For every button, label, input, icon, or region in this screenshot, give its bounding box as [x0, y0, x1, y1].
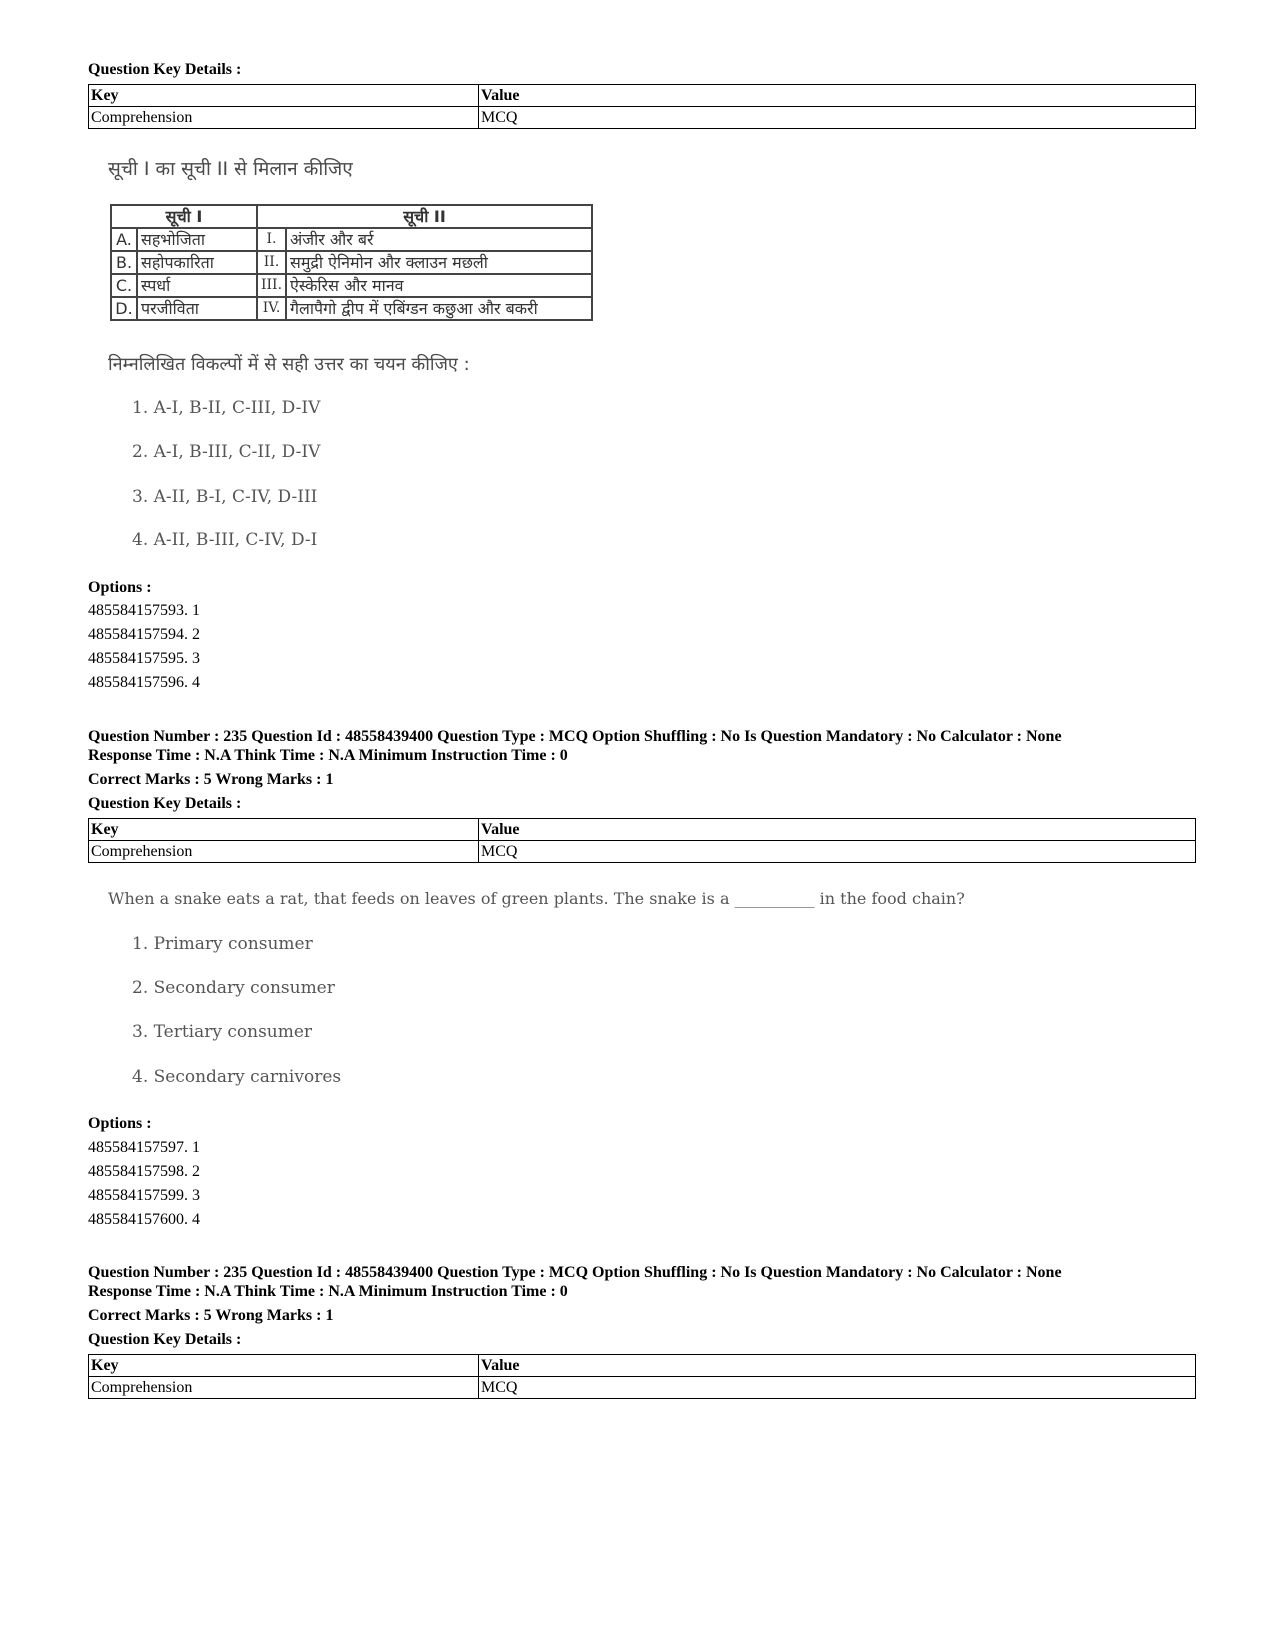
choose-prompt: निम्नलिखित विकल्पों में से सही उत्तर का चयन कीजिए :: [108, 354, 470, 375]
options-label: Options :: [88, 579, 152, 596]
option-item: 485584157598. 2: [88, 1163, 200, 1180]
key-header: Key: [89, 85, 479, 107]
choice-item: 3. Tertiary consumer: [132, 1022, 313, 1042]
choice-item: 1. A-I, B-II, C-III, D-IV: [132, 398, 321, 418]
list-2-item: समुद्री ऐनिमोन और क्लाउन मछली: [286, 251, 592, 274]
list-2-item: गैलापैगो द्वीप में एबिंग्डन कछुआ और बकरी: [286, 297, 592, 320]
value-header: Value: [479, 85, 1196, 107]
row-letter: A.: [111, 228, 137, 251]
key-cell: Comprehension: [89, 107, 479, 129]
list-1-item: सहभोजिता: [137, 228, 257, 251]
choice-item: 3. A-II, B-I, C-IV, D-III: [132, 487, 318, 507]
row-letter: C.: [111, 274, 137, 297]
value-header: Value: [479, 819, 1196, 841]
marks-info: Correct Marks : 5 Wrong Marks : 1: [88, 1307, 334, 1324]
option-item: 485584157594. 2: [88, 626, 200, 643]
match-instruction: सूची I का सूची II से मिलान कीजिए: [108, 158, 353, 180]
key-value-table: [88, 84, 1196, 129]
option-item: 485584157600. 4: [88, 1211, 200, 1228]
choice-item: 4. A-II, B-III, C-IV, D-I: [132, 530, 318, 550]
question-text: When a snake eats a rat, that feeds on leaves of green plants. The snake is a __________ in the food chain?: [108, 889, 965, 908]
list-2-item: ऐस्केरिस और मानव: [286, 274, 592, 297]
question-meta: Question Number : 235 Question Id : 48558439400 Question Type : MCQ Option Shuffling : No Is Question Mandatory : No Calculator : None: [88, 1264, 1062, 1281]
option-item: 485584157597. 1: [88, 1139, 200, 1156]
row-numeral: I.: [257, 228, 286, 251]
key-details-label: Question Key Details :: [88, 1331, 242, 1348]
list-1-item: स्पर्धा: [137, 274, 257, 297]
marks-info: Correct Marks : 5 Wrong Marks : 1: [88, 771, 334, 788]
list-2-item: अंजीर और बर्र: [286, 228, 592, 251]
choice-item: 2. A-I, B-III, C-II, D-IV: [132, 442, 321, 462]
list-1-header: सूची I: [111, 205, 257, 228]
list-1-item: सहोपकारिता: [137, 251, 257, 274]
option-item: 485584157596. 4: [88, 674, 200, 691]
option-item: 485584157593. 1: [88, 602, 200, 619]
row-letter: B.: [111, 251, 137, 274]
choice-item: 4. Secondary carnivores: [132, 1067, 342, 1087]
key-value-table: [88, 1354, 1196, 1399]
match-row: [111, 251, 592, 274]
option-item: 485584157599. 3: [88, 1187, 200, 1204]
choice-item: 1. Primary consumer: [132, 934, 313, 954]
value-cell: MCQ: [479, 841, 1196, 863]
key-cell: Comprehension: [89, 1377, 479, 1399]
list-2-header: सूची II: [257, 205, 592, 228]
match-table: [110, 204, 593, 321]
key-value-table: [88, 818, 1196, 863]
row-numeral: IV.: [257, 297, 286, 320]
key-details-label: Question Key Details :: [88, 795, 242, 812]
question-meta-timing: Response Time : N.A Think Time : N.A Minimum Instruction Time : 0: [88, 1283, 568, 1300]
question-meta: Question Number : 235 Question Id : 48558439400 Question Type : MCQ Option Shuffling : No Is Question Mandatory : No Calculator : None: [88, 728, 1062, 745]
match-row: [111, 228, 592, 251]
match-row: [111, 274, 592, 297]
options-label: Options :: [88, 1115, 152, 1132]
key-cell: Comprehension: [89, 841, 479, 863]
row-numeral: III.: [257, 274, 286, 297]
match-row: [111, 297, 592, 320]
value-cell: MCQ: [479, 1377, 1196, 1399]
key-header: Key: [89, 819, 479, 841]
option-item: 485584157595. 3: [88, 650, 200, 667]
value-cell: MCQ: [479, 107, 1196, 129]
list-1-item: परजीविता: [137, 297, 257, 320]
value-header: Value: [479, 1355, 1196, 1377]
key-header: Key: [89, 1355, 479, 1377]
choice-item: 2. Secondary consumer: [132, 978, 335, 998]
question-meta-timing: Response Time : N.A Think Time : N.A Minimum Instruction Time : 0: [88, 747, 568, 764]
row-numeral: II.: [257, 251, 286, 274]
row-letter: D.: [111, 297, 137, 320]
key-details-label: Question Key Details :: [88, 61, 242, 78]
